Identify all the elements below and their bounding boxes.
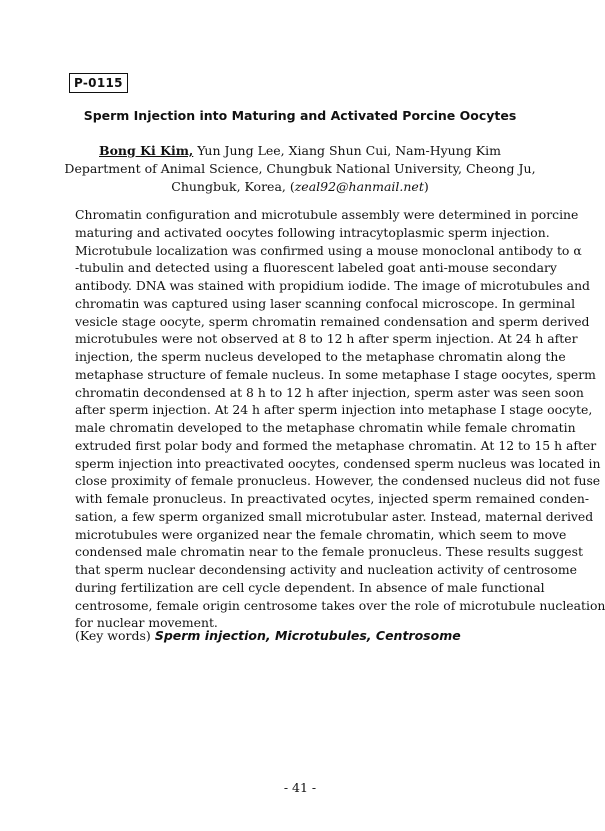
paper-title: Sperm Injection into Maturing and Activated Porcine Oocytes	[83, 108, 517, 123]
abstract-line: extruded first polar body and formed the metaphase chromatin. At 12 to 15 h after	[75, 437, 597, 453]
abstract-line: condensed male chromatin near to the female pronucleus. These results suggest	[75, 544, 583, 560]
abstract-line: for nuclear movement.	[75, 615, 218, 631]
page-number: - 41 -	[283, 780, 317, 795]
abstract-line: sperm injection into preactivated oocytes, condensed sperm nucleus was located in	[75, 455, 601, 471]
co-authors: Yun Jung Lee, Xiang Shun Cui, Nam-Hyung Kim	[193, 143, 501, 158]
affiliation-line-1: Department of Animal Science, Chungbuk National University, Cheong Ju,	[64, 161, 536, 176]
abstract-body	[75, 206, 605, 632]
abstract-line: Microtubule localization was confirmed using a mouse monoclonal antibody to α	[75, 242, 582, 258]
abstract-line: chromatin decondensed at 8 h to 12 h after injection, sperm aster was seen soon	[75, 384, 584, 400]
abstract-line: male chromatin developed to the metaphase chromatin while female chromatin	[75, 420, 576, 435]
abstract-line: antibody. DNA was stained with propidium iodide. The image of microtubules and	[75, 278, 590, 293]
abstract-line: metaphase structure of female nucleus. In some metaphase I stage oocytes, sperm	[75, 366, 596, 382]
author-block	[0, 142, 600, 196]
abstract-line: close proximity of female pronucleus. However, the condensed nucleus did not fuse	[75, 473, 601, 489]
abstract-line: microtubules were not observed at 8 to 12 h after sperm injection. At 24 h after	[75, 331, 578, 347]
abstract-line: microtubules were organized near the female chromatin, which seem to move	[75, 526, 567, 542]
author-email: zeal92@hanmail.net	[294, 179, 424, 194]
abstract-line: chromatin was captured using laser scanning confocal microscope. In germinal	[75, 295, 576, 311]
abstract-line: maturing and activated oocytes following intracytoplasmic sperm injection.	[75, 224, 550, 240]
abstract-line: with female pronucleus. In preactivated ocytes, injected sperm remained conden-	[75, 491, 590, 506]
abstract-line: during fertilization are cell cycle dependent. In absence of male functional	[75, 579, 545, 595]
affiliation-location: Chungbuk, Korea, (	[171, 179, 295, 194]
abstract-code-label: P-0115	[69, 73, 128, 93]
abstract-line: -tubulin and detected using a fluorescent labeled goat anti-mouse secondary	[75, 260, 557, 276]
affiliation-line-2	[0, 178, 600, 196]
abstract-line: sation, a few sperm organized small microtubular aster. Instead, maternal derived	[75, 508, 594, 524]
author-line	[0, 142, 600, 160]
abstract-line: that sperm nuclear decondensing activity and nucleation activity of centrosome	[75, 562, 577, 577]
abstract-line: centrosome, female origin centrosome takes over the role of microtubule nucleation	[75, 597, 605, 613]
affiliation-close-paren: )	[423, 179, 429, 194]
abstract-line: after sperm injection. At 24 h after sperm injection into metaphase I stage oocyte,	[75, 402, 593, 418]
keywords-terms: Sperm injection, Microtubules, Centrosome	[154, 628, 461, 643]
keywords-label: (Key words)	[75, 628, 151, 643]
first-author: Bong Ki Kim,	[99, 143, 194, 158]
keywords-line	[75, 628, 461, 643]
abstract-line: Chromatin configuration and microtubule assembly were determined in porcine	[75, 207, 579, 222]
abstract-line: vesicle stage oocyte, sperm chromatin remained condensation and sperm derived	[75, 313, 590, 329]
abstract-line: injection, the sperm nucleus developed to the metaphase chromatin along the	[75, 349, 566, 364]
